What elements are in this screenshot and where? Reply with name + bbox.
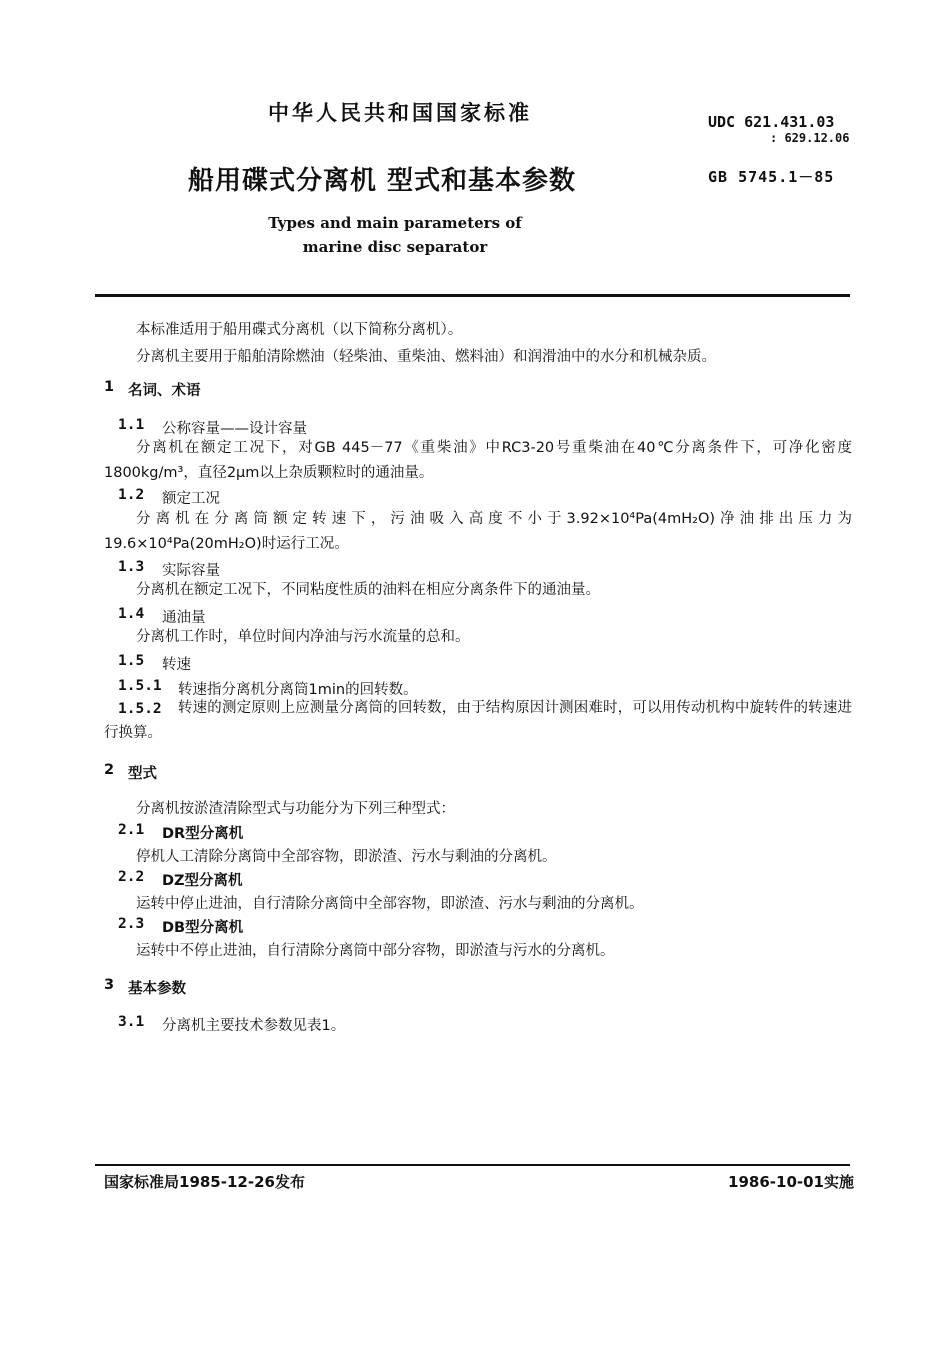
intro-line-2: 分离机主要用于船舶清除燃油（轻柴油、重柴油、燃料油）和润滑油中的水分和机械杂质。 <box>136 349 716 365</box>
clause-1-2-number: 1.2 <box>118 487 145 503</box>
clause-1-1-title: 公称容量——设计容量 <box>162 421 307 437</box>
clause-2-3-title: DB型分离机 <box>162 920 244 936</box>
clause-2-2-number: 2.2 <box>118 869 145 885</box>
clause-3-1-number: 3.1 <box>118 1014 145 1030</box>
clause-1-2-text: 分离机在分离筒额定转速下，污油吸入高度不小于3.92×10⁴Pa(4mH₂O)净油排出压力为19.6×10⁴Pa(20mH₂O)时运行工况。 <box>104 511 852 552</box>
clause-1-3-number: 1.3 <box>118 559 145 575</box>
udc-code: UDC 621.431.03 <box>708 113 835 131</box>
document-title-cn: 船用碟式分离机 型式和基本参数 <box>188 166 577 196</box>
section-3-title: 基本参数 <box>128 981 186 997</box>
clause-1-1-text: 分离机在额定工况下，对GB 445－77《重柴油》中RC3-20号重柴油在40℃分离条件下，可净化密度1800kg/m³，直径2μm以上杂质颗粒时的通油量。 <box>104 440 852 481</box>
clause-1-5-2-number: 1.5.2 <box>118 701 162 717</box>
clause-2-3-text: 运转中不停止进油，自行清除分离筒中部分容物，即淤渣与污水的分离机。 <box>136 943 615 959</box>
issue-date: 国家标准局1985-12-26发布 <box>104 1173 305 1191</box>
section-2-intro: 分离机按淤渣清除型式与功能分为下列三种型式： <box>136 801 455 817</box>
clause-1-5-1-number: 1.5.1 <box>118 678 162 694</box>
clause-1-3-title: 实际容量 <box>162 563 220 579</box>
clause-1-5-number: 1.5 <box>118 653 145 669</box>
clause-1-4-title: 通油量 <box>162 610 206 626</box>
section-1-title: 名词、术语 <box>128 383 201 399</box>
section-3-number: 3 <box>104 977 115 993</box>
footer-divider <box>95 1164 850 1166</box>
clause-1-4-text: 分离机工作时，单位时间内净油与污水流量的总和。 <box>136 629 470 645</box>
clause-3-1-text: 分离机主要技术参数见表1。 <box>162 1018 346 1034</box>
section-2-number: 2 <box>104 762 115 778</box>
clause-2-2-text: 运转中停止进油，自行清除分离筒中全部容物，即淤渣、污水与剩油的分离机。 <box>136 896 644 912</box>
clause-2-1-title: DR型分离机 <box>162 826 244 842</box>
clause-2-1-text: 停机人工清除分离筒中全部容物，即淤渣、污水与剩油的分离机。 <box>136 849 557 865</box>
clause-2-2-title: DZ型分离机 <box>162 873 243 889</box>
clause-1-5-title: 转速 <box>162 657 191 673</box>
clause-1-3-text: 分离机在额定工况下，不同粘度性质的油料在相应分离条件下的通油量。 <box>136 582 600 598</box>
section-2-title: 型式 <box>128 766 157 782</box>
clause-2-1-number: 2.1 <box>118 822 145 838</box>
clause-1-5-1-text: 转速指分离机分离筒1min的回转数。 <box>178 682 418 698</box>
effective-date: 1986-10-01实施 <box>728 1173 854 1191</box>
header-divider <box>95 294 850 297</box>
clause-2-3-number: 2.3 <box>118 916 145 932</box>
document-title-en: Types and main parameters of marine disc separator <box>268 214 522 256</box>
clause-1-2-title: 额定工况 <box>162 491 220 507</box>
clause-1-5-2-text: 转速的测定原则上应测量分离筒的回转数，由于结构原因计测困难时，可以用传动机构中旋转件的转速进行换算。 <box>104 700 852 741</box>
issuing-authority-heading: 中华人民共和国国家标准 <box>268 101 532 125</box>
section-1-number: 1 <box>104 379 115 395</box>
standard-number: GB 5745.1－85 <box>708 168 835 186</box>
clause-1-4-number: 1.4 <box>118 606 145 622</box>
intro-line-1: 本标准适用于船用碟式分离机（以下简称分离机）。 <box>136 322 463 338</box>
udc-code-continued: : 629.12.06 <box>770 131 850 145</box>
clause-1-1-number: 1.1 <box>118 417 145 433</box>
